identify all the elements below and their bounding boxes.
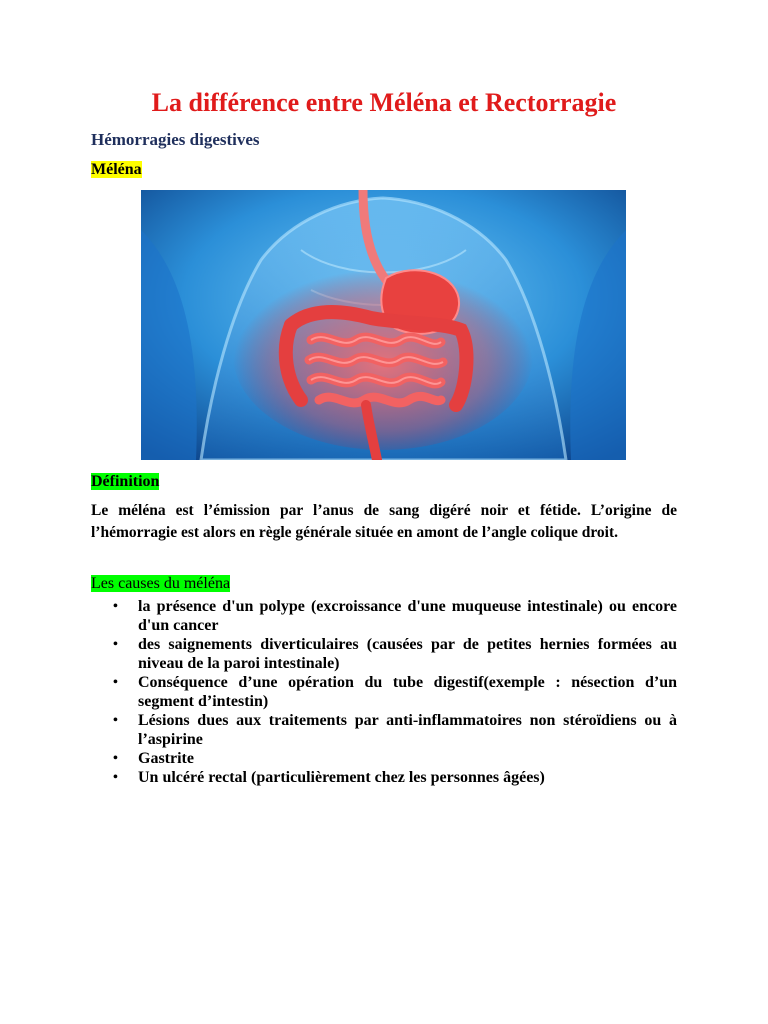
list-item-text: la présence d'un polype (excroissance d'une muqueuse intestinale) ou encore d'un cancer <box>138 598 677 634</box>
list-item-text: Lésions dues aux traitements par anti-inflammatoires non stéroïdiens ou à l’aspirine <box>138 712 677 748</box>
list-item-text: Un ulcéré rectal (particulièrement chez les personnes âgées) <box>138 769 545 786</box>
list-item-text: Conséquence d’une opération du tube digestif(exemple : nésection d’un segment d’intestin) <box>138 674 677 710</box>
digestive-system-illustration <box>141 190 626 460</box>
causes-list <box>91 597 677 787</box>
list-item <box>91 768 677 787</box>
bullet-icon: • <box>113 713 118 728</box>
list-item <box>91 597 677 635</box>
bullet-icon: • <box>113 599 118 614</box>
section-heading-melena <box>91 160 142 180</box>
bullet-icon: • <box>113 637 118 652</box>
list-item <box>91 673 677 711</box>
list-item <box>91 711 677 749</box>
page-title: La différence entre Méléna et Rectorragie <box>151 88 617 117</box>
bullet-icon: • <box>113 751 118 766</box>
section-heading-definition <box>91 472 159 492</box>
section-heading-melena-text: Méléna <box>91 161 142 178</box>
bullet-icon: • <box>113 770 118 785</box>
list-item <box>91 749 677 768</box>
list-item-text: des saignements diverticulaires (causées par de petites hernies formées au niveau de la paroi intestinale) <box>138 636 677 672</box>
bullet-icon: • <box>113 675 118 690</box>
definition-paragraph: Le méléna est l’émission par l’anus de sang digéré noir et fétide. L’origine de l’hémorragie est alors en règle générale située en amont de l’angle colique droit. <box>91 502 677 541</box>
document-subtitle: Hémorragies digestives <box>91 130 260 149</box>
section-heading-causes-text: Les causes du méléna <box>91 575 231 592</box>
list-item-text: Gastrite <box>138 750 194 767</box>
section-heading-definition-text: Définition <box>91 473 160 490</box>
section-heading-causes <box>91 574 230 594</box>
list-item <box>91 635 677 673</box>
